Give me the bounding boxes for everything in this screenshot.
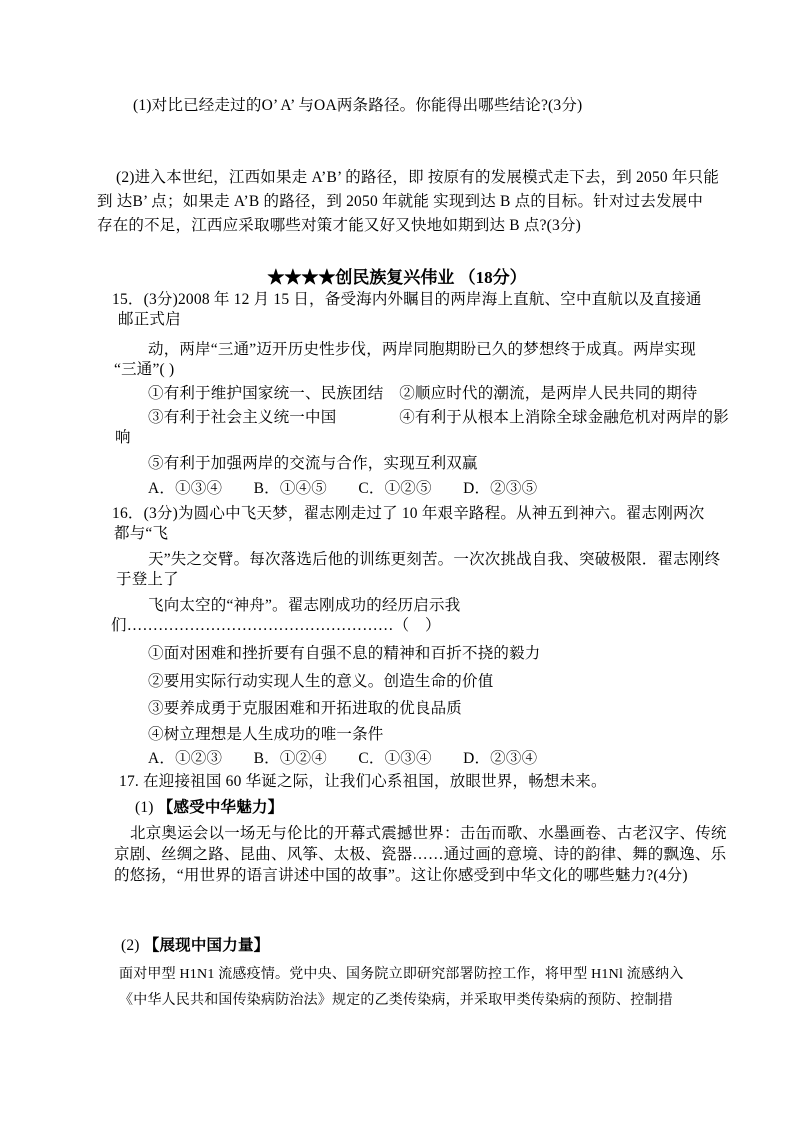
text-segment: (1)	[135, 799, 158, 816]
q16-item-3: ③要养成勇于克服困难和开拓进取的优良品质	[148, 700, 463, 717]
q15-item-4-cont: 响	[115, 429, 131, 446]
q15-stem-3: 动，两岸“三通”迈开历史性步伐，两岸同胞期盼已久的梦想终于成真。两岸实现	[148, 341, 696, 358]
q16-stem-5: 飞向太空的“神舟”。翟志刚成功的经历启示我	[148, 597, 461, 614]
bold-label: 【感受中华魅力】	[157, 799, 284, 816]
q16-stem-2: 都与“飞	[114, 525, 169, 542]
q17-part1-text-2: 京剧、丝绸之路、昆曲、风筝、太极、瓷器……通过画的意境、诗的韵律、舞的飘逸、乐	[114, 846, 727, 863]
q17-part2-label	[121, 936, 269, 956]
q15-item-3-4: ③有利于社会主义统一中国 ④有利于从根本上消除全球金融危机对两岸的影	[148, 409, 729, 426]
q15-stem-4: “三通”( )	[114, 361, 175, 378]
q16-stem-3: 天”失之交臂。每次落选后他的训练更刻苦。一次次挑战自我、突破极限．翟志刚终	[148, 551, 721, 568]
q16-stem-1: 16．(3分)为圆心中飞天梦，翟志刚走过了 10 年艰辛路程。从神五到神六。翟志刚两次	[112, 505, 705, 522]
q16-stem-6: 们……………………………………………（ ）	[111, 617, 441, 634]
q17-part1-text-1: 北京奥运会以一场无与伦比的开幕式震撼世界：击缶而歌、水墨画卷、古老汉字、传统	[130, 825, 727, 842]
sub-question-1: (1)对比已经走过的O’ A’ 与OA两条路径。你能得出哪些结论?(3分)	[133, 97, 583, 114]
q15-item-1-2: ①有利于维护国家统一、民族团结 ②顺应时代的潮流，是两岸人民共同的期待	[148, 385, 698, 402]
sub-question-2-line-2: 到 达B’ 点；如果走 A’B 的路径，到 2050 年就能 实现到达 B 点的目标。针对过去发展中	[97, 193, 704, 210]
q15-stem-2: 邮正式启	[118, 311, 181, 328]
q15-answer-choices: A．①③④ B．①④⑤ C．①②⑤ D．②③⑤	[148, 480, 538, 497]
q15-item-5: ⑤有利于加强两岸的交流与合作，实现互利双赢	[148, 455, 478, 472]
q16-stem-4: 于登上了	[116, 571, 179, 588]
sub-question-2-line-1: (2)进入本世纪，江西如果走 A’B’ 的路径，即 按原有的发展模式走下去，到 2050 年只能	[116, 169, 720, 186]
text-segment: (2)	[121, 937, 144, 954]
q17-part1-label	[135, 798, 283, 818]
q17-intro: 17. 在迎接祖国 60 华诞之际，让我们心系祖国，放眼世界，畅想未来。	[119, 773, 607, 790]
section-heading: ★★★★创民族复兴伟业 （18分）	[267, 268, 527, 287]
q16-item-4: ④树立理想是人生成功的唯一条件	[148, 726, 384, 743]
sub-question-2-line-3: 存在的不足，江西应采取哪些对策才能又好又快地如期到达 B 点?(3分)	[97, 217, 582, 234]
q17-part2-text-2: 《中华人民共和国传染病防治法》规定的乙类传染病，并采取甲类传染病的预防、控制措	[119, 993, 673, 1008]
bold-label: 【展现中国力量】	[143, 937, 270, 954]
q17-part1-text-3: 的悠扬，“用世界的语言讲述中国的故事”。这让你感受到中华文化的哪些魅力?(4分)	[114, 867, 688, 884]
q15-stem-1: 15．(3分)2008 年 12 月 15 日，备受海内外瞩目的两岸海上直航、空中直航以及直接通	[112, 291, 702, 308]
q17-part2-text-1: 面对甲型 H1N1 流感疫情。党中央、国务院立即研究部署防控工作，将甲型 H1Nl 流感纳入	[119, 967, 684, 982]
q16-item-1: ①面对困难和挫折要有自强不息的精神和百折不挠的毅力	[148, 645, 541, 662]
q16-item-2: ②要用实际行动实现人生的意义。创造生命的价值	[148, 673, 494, 690]
q16-answer-choices: A．①②③ B．①②④ C．①③④ D．②③④	[148, 750, 538, 767]
